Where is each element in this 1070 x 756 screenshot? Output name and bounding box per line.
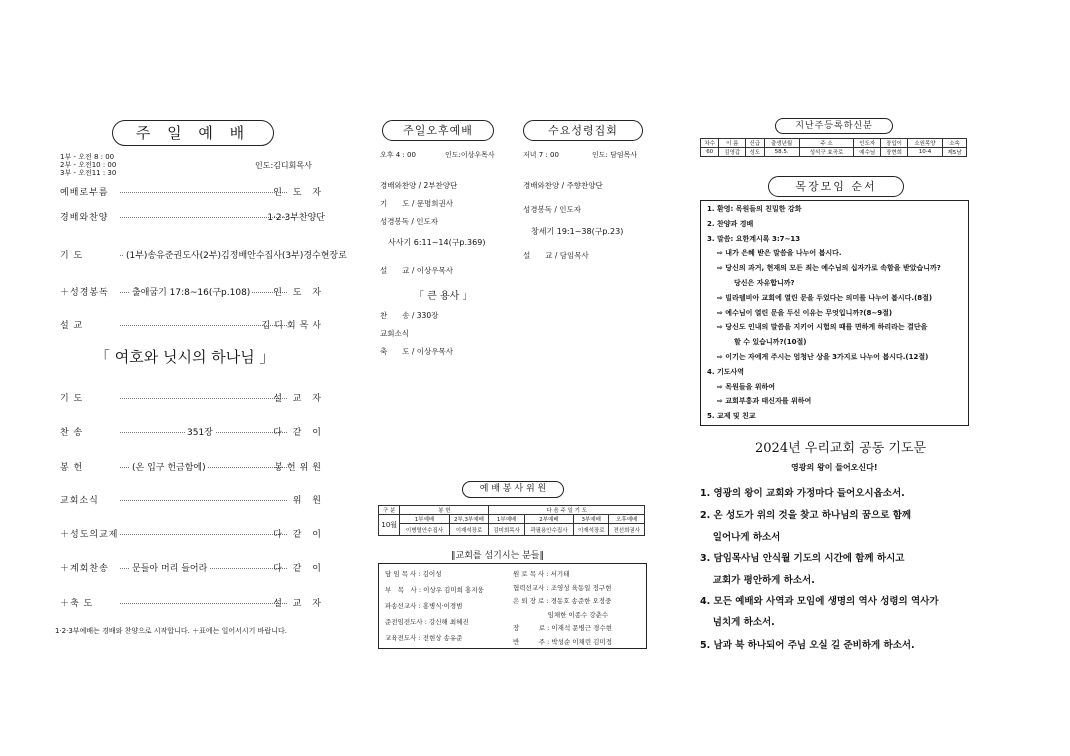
order-person: 다 같 이 [273,564,325,574]
meeting-item: ⇨ 목원들을 위하여 [717,382,776,391]
meeting-item: ⇨ 이기는 자에게 주시는 엄청난 상을 3가지로 나누어 봅시다.(12절) [717,353,929,361]
prayer-line: 5. 남과 북 하나되어 주님 오실 길 준비하게 하소서. [700,640,915,651]
staff-right-item: 은 퇴 장 로 : 경동호 송준한 오정중 [513,597,612,605]
order-label: 봉 헌 [60,463,84,473]
service-time-1: 1부 - 오전 8 : 00 [60,153,115,161]
main-service-title: 주 일 예 배 [112,120,274,146]
newcomer-head-cell: 소속 [943,139,967,148]
afternoon-item: 찬 송 / 330장 [380,311,439,320]
prayer-subtitle: 영광의 왕이 들어오신다! [791,463,878,472]
newcomer-head-cell: 이 름 [719,139,746,148]
meeting-item: ⇨ 내가 은혜 받은 말씀을 나누어 봅시다. [717,249,842,258]
staff-right-item: 협력선교사 : 조영성 육동일 정구현 [513,583,612,592]
order-row [60,185,325,199]
prayer-line: 1. 영광의 왕이 교회와 가정마다 들어오시옵소서. [700,488,905,499]
order-row [60,248,347,262]
afternoon-leader: 인도:이상우목사 [445,151,495,159]
meeting-item: ⇨ 빌라델비아 교회에 열린 문을 두었다는 의미를 나누어 봅시다.(8절) [717,293,933,302]
meeting-item: 당신은 자유합니까? [727,279,795,287]
staff-left-item: 부 목 사 : 이상우 김미희 홍지웅 [385,586,484,594]
newcomer-cell: 10-4 [907,148,942,157]
staff-left-item: 파송선교사 : 홍병식·이경범 [385,602,463,610]
wednesday-time: 저녁 7 : 00 [523,151,559,159]
order-row [60,391,325,405]
order-person: 다 같 이 [273,428,325,438]
order-row [60,561,325,575]
order-label: 예배로부름 [60,188,109,198]
dotted-leader [120,398,287,399]
meeting-item: 5. 교제 및 친교 [707,412,756,421]
meeting-title: 목장모임 순서 [768,176,904,197]
order-person: 인 도 자 [273,188,325,198]
dotted-leader [120,217,287,218]
meeting-box [700,200,969,426]
afternoon-time: 오후 4 : 00 [380,151,416,159]
dotted-leader [120,500,287,501]
wednesday-service-title: 수요성령집회 [523,120,643,141]
afternoon-item: 「 큰 용사 」 [414,291,473,302]
order-label: 설 교 [60,321,84,331]
dotted-leader [120,534,287,535]
order-label: 기 도 [60,394,84,404]
committee-sub: 1부예배 [400,515,449,524]
order-person: 위 원 [292,496,325,506]
newcomer-head-cell: 소원목양 [907,139,942,148]
staff-right-item: 반 주 : 박성순 이채린 김미정 [513,637,613,646]
order-person: 김디회목사 [261,321,325,331]
committee-value: 이재석장로 [574,524,609,536]
prayer-title: 2024년 우리교회 공동 기도문 [755,441,927,456]
order-row [60,285,325,299]
order-label: ＋축 도 [60,599,94,609]
committee-title: 예 배 봉 사 위 원 [462,481,564,498]
service-time-2: 2부 - 오전10 : 00 [60,161,117,169]
staff-title: ‖교회를 섬기시는 분들‖ [451,551,544,561]
newcomer-cell: 제5남 [943,148,967,157]
order-detail: (온 입구 헌금함에) [130,460,208,473]
order-detail: 문들아 머리 들어라 [130,561,209,574]
dotted-leader [120,603,287,604]
main-service-leader: 인도:김디회목사 [255,161,312,170]
meeting-item: 2. 찬양과 경배 [707,219,754,228]
newcomer-head-cell: 인도자 [854,139,881,148]
meeting-item: ⇨ 교회부흥과 태신자를 위하여 [717,397,812,406]
order-label: ＋성경봉독 [60,288,109,298]
order-person: 설 교 자 [273,599,325,609]
newcomer-cell: 예수님 [854,148,881,157]
meeting-item: 할 수 있습니까?(10절) [727,338,807,347]
committee-sub: 오후예배 [609,515,645,524]
meeting-item: ⇨ 당신도 인내의 말씀을 지키어 시험의 때를 면하게 하리라는 결단을 [717,323,928,332]
order-label: 찬 송 [60,428,84,438]
order-row [60,596,325,610]
staff-right-item: 원 로 목 사 : 서기태 [513,570,570,578]
committee-head-offering: 봉 헌 [400,506,489,515]
order-label: ＋계회찬송 [60,564,109,574]
order-person: 1·2·3부찬양단 [267,213,325,223]
afternoon-item: 기 도 / 문명희권사 [380,199,454,208]
wednesday-item: 설 교 / 담임목사 [523,251,589,260]
newcomer-cell: 김영갑 [719,148,746,157]
order-label: 교회소식 [60,496,99,506]
afternoon-item: 설 교 / 이상우목사 [380,266,454,275]
dotted-leader [120,192,287,193]
service-time-3: 3부 - 오전11 : 30 [60,169,117,177]
order-person: 인 도 자 [273,288,325,298]
committee-sub: 2부,3부예배 [449,515,489,524]
newcomer-head-cell: 출생년월 [764,139,799,148]
order-detail: 351장 [185,425,215,438]
newcomer-head-cell: 장입이 [881,139,908,148]
committee-value: 김미희목사 [489,524,524,536]
newcomer-head-cell: 신급 [746,139,764,148]
wednesday-leader: 인도: 담임목사 [592,151,638,159]
order-row [60,460,325,474]
meeting-item: 3. 말씀: 요한계시록 3:7~13 [707,234,801,243]
newcomer-head-cell: 주 소 [799,139,854,148]
order-person: 설 교 자 [273,394,325,404]
order-label: ＋성도의교제 [60,530,119,540]
newcomer-cell: 58.5. [764,148,799,157]
order-label: 기 도 [60,251,84,261]
wednesday-item: 성경봉독 / 인도자 [523,205,582,214]
newcomer-head-cell: 차수 [701,139,719,148]
staff-right-item: 임채한 이종수 강춘수 [513,610,609,619]
committee-value: 곽필용안수집사 [524,524,573,536]
afternoon-service-title: 주일오후예배 [382,120,494,141]
committee-sub: 2부예배 [524,515,573,524]
order-row [60,210,325,224]
committee-sub: 1부예배 [489,515,524,524]
committee-sub: 3부예배 [574,515,609,524]
newcomer-cell: 성도 [746,148,764,157]
meeting-item: 1. 환영: 목원들의 친밀한 강화 [707,205,802,213]
committee-head-prayer: 다 음 주 일 기 도 [489,506,645,515]
prayer-line: 2. 온 성도가 위의 것을 찾고 하나님의 꿈으로 함께 [700,510,912,521]
prayer-line: 넘치게 하소서. [700,617,775,628]
afternoon-item: 축 도 / 이상우목사 [380,347,454,356]
committee-value: 이병렬안수집사 [400,524,449,536]
newcomer-cell: 성석구 효곡로 [799,148,854,157]
wednesday-item: 경배와찬양 / 주향찬양단 [523,181,603,190]
staff-left-item: 담 임 목 사 : 김이성 [385,570,442,578]
committee-month: 10월 [379,515,400,536]
service-times [60,153,116,177]
meeting-item: ⇨ 예수님이 열린 문을 두신 이유는 무엇입니까?(8~9절) [717,308,893,317]
committee-value: 이재석장로 [449,524,489,536]
afternoon-item: 경배와찬양 / 2부찬양단 [380,181,458,190]
afternoon-item: 성경봉독 / 인도자 [380,217,439,226]
committee-table [378,505,645,536]
order-row [60,527,325,541]
wednesday-item: 창세기 19:1~38(구p.23) [523,227,624,236]
newcomer-title: 지난주등록하신분 [775,118,893,134]
order-person: 봉헌위원 [274,463,325,473]
order-row [60,425,325,439]
footnote: 1·2·3부예배는 경배와 찬양으로 시작합니다. ＋표에는 일어서시기 바랍니다. [55,627,287,635]
afternoon-item: 교회소식 [380,329,409,338]
newcomer-table [700,138,967,157]
staff-left-item: 교육전도사 : 전현상 송유준 [385,634,463,642]
newcomer-cell: 장현희 [881,148,908,157]
order-label: 경배와찬양 [60,213,109,223]
prayer-line: 3. 담임목사님 안식월 기도의 시간에 함께 하시고 [700,553,905,564]
order-row [60,493,325,507]
order-detail: 출애굽기 17:8~16(구p.108) [130,285,252,298]
newcomer-cell: 60 [701,148,719,157]
order-detail: (1부)송유준권도사(2부)김정배안수집사(3부)경수현장로 [124,248,349,261]
staff-box [378,563,647,649]
order-row [60,318,325,332]
meeting-item: ⇨ 당신의 과거, 현재의 모든 죄는 예수님의 십자가로 속함을 받았습니까? [717,264,941,273]
prayer-line: 4. 모든 예배와 사역과 모임에 생명의 역사 성령의 역사가 [700,596,939,607]
staff-right-item: 장 로 : 이재석 문병근 경수현 [513,624,613,632]
committee-head-category: 구 분 [379,506,400,515]
order-person: 다 같 이 [273,530,325,540]
prayer-line: 교회가 평안하게 하소서. [700,575,815,586]
staff-left-item: 준전임전도사 : 강신해 최혜진 [385,618,469,626]
prayer-line: 일어나게 하소서 [700,532,781,543]
afternoon-item: 사사기 6:11~14(구p.369) [380,238,486,247]
committee-value: 전선희권사 [609,524,645,536]
meeting-item: 4. 기도사역 [707,367,745,376]
sermon-title: 「 여호와 닛시의 하나님 」 [95,348,275,366]
